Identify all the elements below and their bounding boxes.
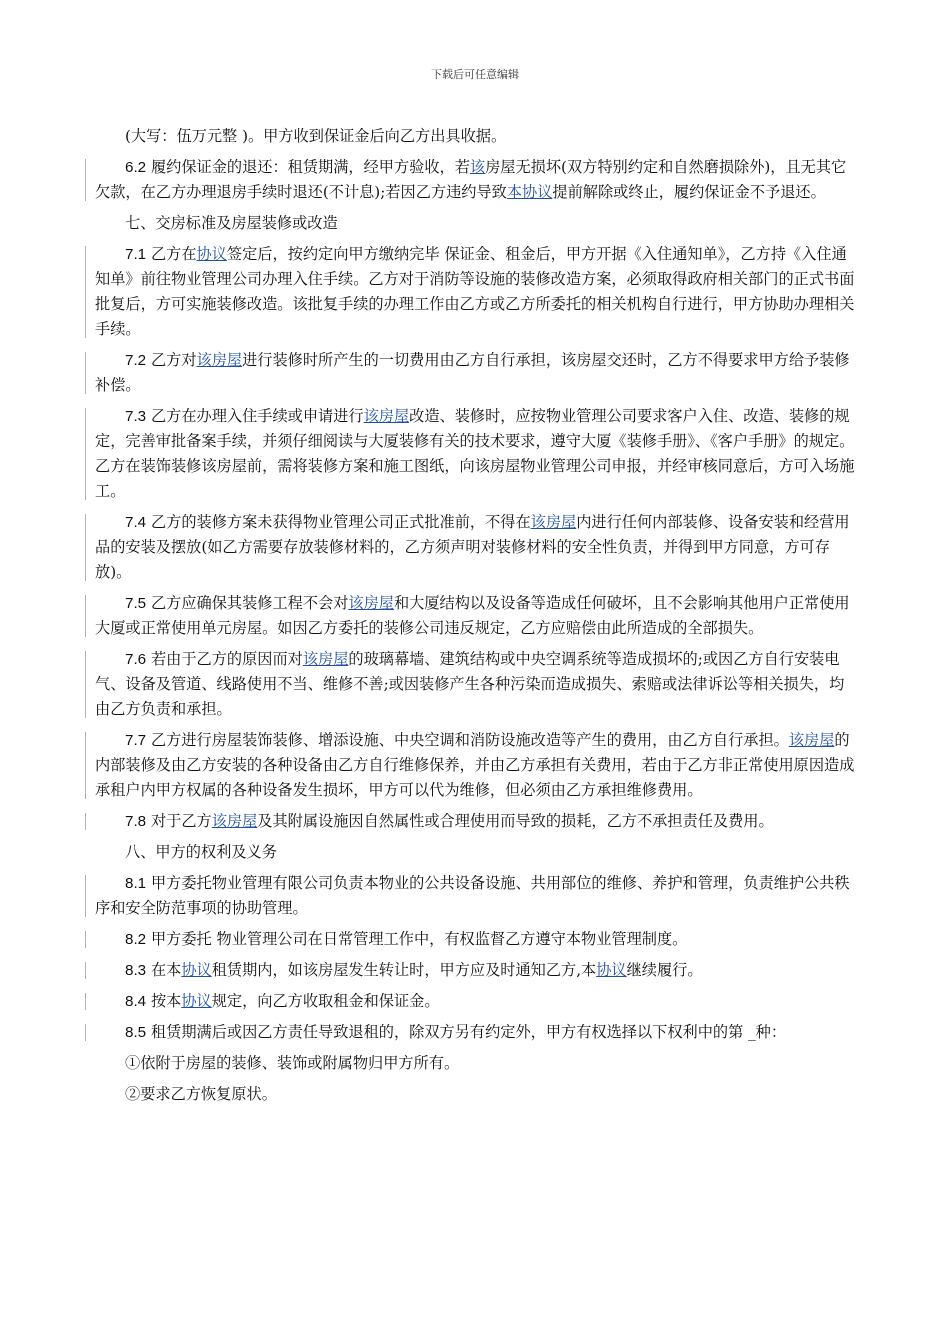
- clause-8-5: 8.5 租赁期满后或因乙方责任导致退租的，除双方另有约定外，甲方有权选择以下权利中的第 _种：: [95, 1020, 855, 1045]
- clause-6-2: 6.2 履约保证金的退还：租赁期满，经甲方验收，若该房屋无损坏(双方特别约定和自然磨损除外)，且无其它欠款，在乙方办理退房手续时退还(不计息);若因乙方违约导致本协议提前解除或终止，履约保证金不予退还。: [95, 155, 855, 205]
- link-xieyi[interactable]: 协议: [596, 961, 627, 979]
- clause-8-2: 8.2 甲方委托 物业管理公司在日常管理工作中，有权监督乙方遵守本物业管理制度。: [95, 927, 855, 952]
- clause-7-5: 7.5 乙方应确保其装修工程不会对该房屋和大厦结构以及设备等造成任何破坏，且不会影响其他用户正常使用大厦或正常使用单元房屋。如因乙方委托的装修公司违反规定，乙方应赔偿由此所造成的全部损失。: [95, 591, 855, 641]
- clause-7-6: 7.6 若由于乙方的原因而对该房屋的玻璃幕墙、建筑结构或中央空调系统等造成损坏的;或因乙方自行安装电气、设备及管道、线路使用不当、维修不善;或因装修产生各种污染而造成损失、索赔或法律诉讼等相关损失，均由乙方负责和承担。: [95, 647, 855, 722]
- link-gai[interactable]: 该: [469, 158, 486, 176]
- clause-8-3: 8.3 在本协议租赁期内，如该房屋发生转让时，甲方应及时通知乙方,本协议继续履行。: [95, 958, 855, 983]
- clause-7-1: 7.1 乙方在协议签定后，按约定向甲方缴纳完毕 保证金、租金后，甲方开据《入住通知单》，乙方持《入住通知单》前往物业管理公司办理入住手续。乙方对于消防等设施的装修改造方案，必须取得政府相关部门的正式书面批复后，方可实施装修改造。该批复手续的办理工作由乙方或乙方所委托的相关机构自行进行，甲方协助办理相关手续。: [95, 242, 855, 342]
- page-header: 下载后可任意编辑: [431, 68, 519, 81]
- paragraph-deposit-amount: (大写：伍万元整 )。甲方收到保证金后向乙方出具收据。: [125, 127, 507, 145]
- clause-7-2: 7.2 乙方对该房屋进行装修时所产生的一切费用由乙方自行承担，该房屋交还时，乙方不得要求甲方给予装修补偿。: [95, 348, 855, 398]
- link-gai-fangwu[interactable]: 该房屋: [788, 731, 835, 749]
- link-xieyi[interactable]: 协议: [181, 992, 212, 1010]
- clause-7-8: 7.8 对于乙方该房屋及其附属设施因自然属性或合理使用而导致的损耗，乙方不承担责任及费用。: [95, 809, 855, 834]
- clause-7-7: 7.7 乙方进行房屋装饰装修、增添设施、中央空调和消防设施改造等产生的费用，由乙方自行承担。该房屋的内部装修及由乙方安装的各种设备由乙方自行维修保养，并由乙方承担有关费用，若由于乙方非正常使用原因造成承租户内甲方权属的各种设备发生损坏，甲方可以代为维修，但必须由乙方承担维修费用。: [95, 728, 855, 803]
- section-heading-8: 八、甲方的权利及义务: [125, 843, 277, 861]
- clause-8-1: 8.1 甲方委托物业管理有限公司负责本物业的公共设备设施、共用部位的维修、养护和管理，负责维护公共秩序和安全防范事项的协助管理。: [95, 871, 855, 921]
- link-gai-fangwu[interactable]: 该房屋: [363, 407, 410, 425]
- link-xieyi[interactable]: 协议: [196, 245, 227, 263]
- link-gai-fangwu[interactable]: 该房屋: [196, 351, 243, 369]
- link-gai-fangwu[interactable]: 该房屋: [302, 650, 349, 668]
- link-ben-xieyi[interactable]: 本协议: [506, 183, 553, 201]
- option-2: ②要求乙方恢复原状。: [125, 1085, 277, 1103]
- link-gai-fangwu[interactable]: 该房屋: [348, 594, 394, 612]
- clause-7-4: 7.4 乙方的装修方案未获得物业管理公司正式批准前，不得在该房屋内进行任何内部装修、设备安装和经营用品的安装及摆放(如乙方需要存放装修材料的，乙方须声明对装修材料的安全性负责，并得到甲方同意，方可存放)。: [95, 510, 855, 585]
- option-1: ①依附于房屋的装修、装饰或附属物归甲方所有。: [125, 1054, 460, 1072]
- document-body: [95, 124, 855, 1107]
- link-gai-fangwu[interactable]: 该房屋: [530, 513, 577, 531]
- clause-8-4: 8.4 按本协议规定，向乙方收取租金和保证金。: [95, 989, 855, 1014]
- section-heading-7: 七、交房标准及房屋装修或改造: [125, 214, 338, 232]
- link-xieyi[interactable]: 协议: [181, 961, 212, 979]
- clause-7-3: 7.3 乙方在办理入住手续或申请进行该房屋改造、装修时，应按物业管理公司要求客户入住、改造、装修的规定，完善审批备案手续，并须仔细阅读与大厦装修有关的技术要求，遵守大厦《装修手册》、《客户手册》的规定。乙方在装饰装修该房屋前，需将装修方案和施工图纸，向该房屋物业管理公司申报，并经审核同意后，方可入场施工。: [95, 404, 855, 504]
- link-gai-fangwu[interactable]: 该房屋: [211, 812, 258, 830]
